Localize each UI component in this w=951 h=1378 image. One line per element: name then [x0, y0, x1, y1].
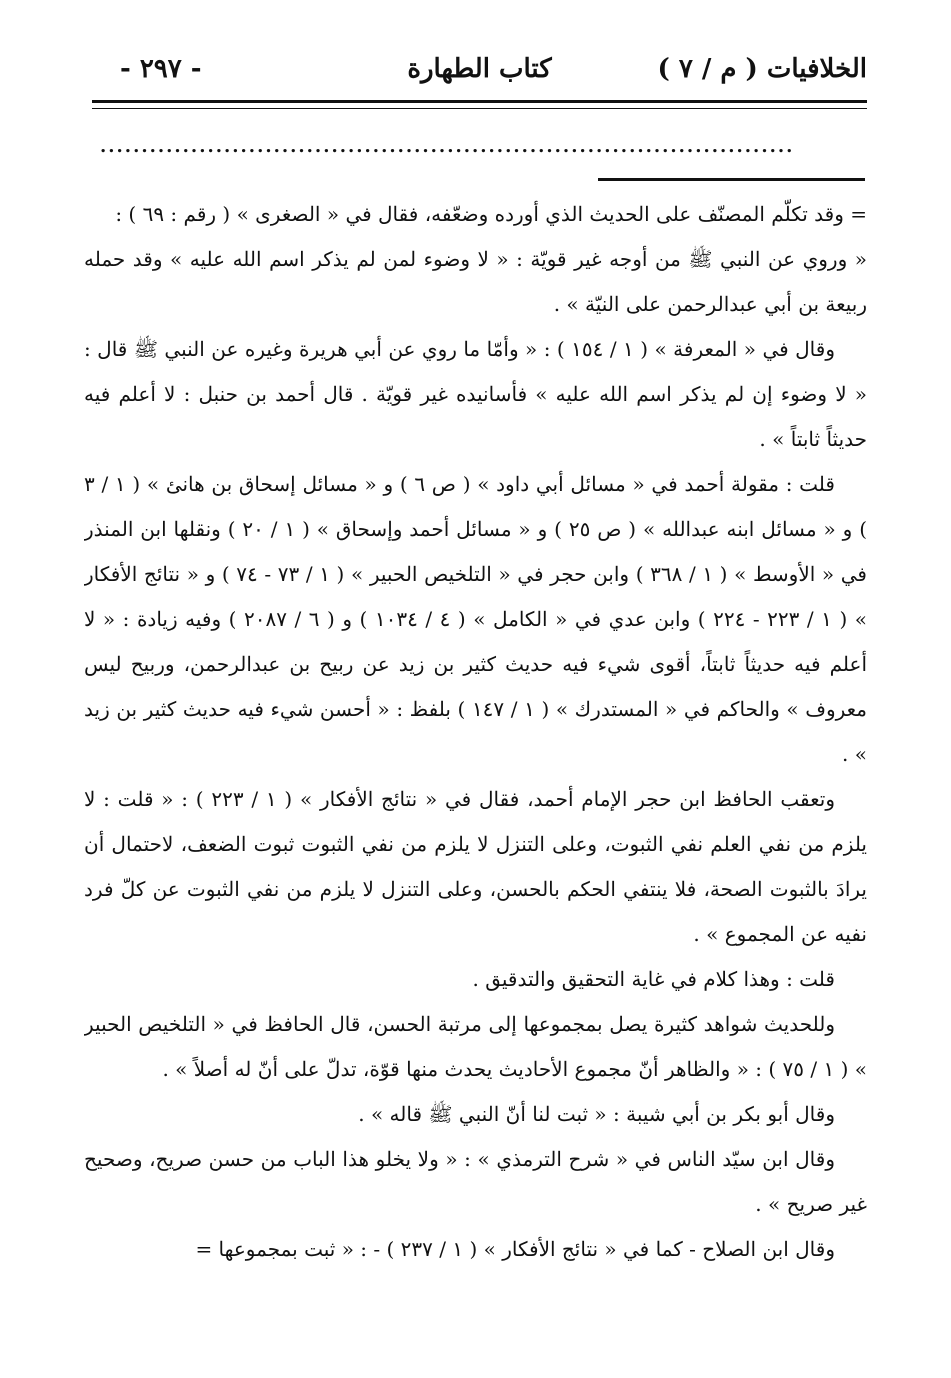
header-rule-thick — [92, 100, 867, 103]
paragraph: وقال ابن الصلاح - كما في « نتائج الأفكار » ( ١ / ٢٣٧ ) - : « ثبت بمجموعها = — [195, 1237, 835, 1261]
running-header — [92, 48, 867, 100]
header-rule-thin — [92, 108, 867, 109]
paragraph: وتعقب الحافظ ابن حجر الإمام أحمد، فقال في « نتائج الأفكار » ( ١ / ٢٢٣ ) : « قلت : لا يلزم من نفي العلم نفي الثبوت، وعلى التنزل لا يلزم من نفي الثبوت ثبوت الضعف، لاحتمال أن يرادَ بالثبوت الصحة، فلا ينتفي الحكم بالحسن، وعلى التنزل لا يلزم من نفي الثبوت عن كلّ فرد نفيه عن المجموع » . — [84, 787, 867, 946]
book-title: الخلافيات ( م / ٧ ) — [657, 54, 867, 84]
page-number: - ٢٩٧ - — [120, 54, 202, 84]
section-title: كتاب الطهارة — [407, 54, 552, 84]
paragraph: وقال في « المعرفة » ( ١ / ١٥٤ ) : « وأمّا ما روي عن أبي هريرة وغيره عن النبي ﷺ قال : « لا وضوء إن لم يذكر اسم الله عليه » فأسانيده غير قويّة . قال أحمد بن حنبل : لا أعلم فيه حديثاً ثابتاً » . — [84, 337, 867, 451]
paragraph: وقال ابن سيّد الناس في « شرح الترمذي » : « ولا يخلو هذا الباب من حسن صريح، وصحيح غير صريح » . — [84, 1147, 867, 1216]
paragraph: « وروي عن النبي ﷺ من أوجه غير قويّة : « لا وضوء لمن لم يذكر اسم الله عليه » وقد حمله ربيعة بن أبي عبدالرحمن على النيّة » . — [84, 247, 867, 316]
paragraph: وللحديث شواهد كثيرة يصل بمجموعها إلى مرتبة الحسن، قال الحافظ في « التلخيص الحبير » ( ١ / ٧٥ ) : « والظاهر أنّ مجموع الأحاديث يحدث منها قوّة، تدلّ على أنّ له أصلاً » . — [84, 1012, 867, 1081]
paragraph: قلت : وهذا كلام في غاية التحقيق والتدقيق . — [472, 967, 835, 991]
paragraph: = وقد تكلّم المصنّف على الحديث الذي أورده وضعّفه، فقال في « الصغرى » ( رقم : ٦٩ ) : — [115, 202, 867, 226]
footnote-rule — [598, 178, 865, 181]
footnote-body — [84, 192, 867, 1302]
paragraph: قلت : مقولة أحمد في « مسائل أبي داود » ( ص ٦ ) و « مسائل إسحاق بن هانئ » ( ١ / ٣ ) و « مسائل ابنه عبدالله » ( ص ٢٥ ) و « مسائل أحمد وإسحاق » ( ١ / ٢٠ ) ونقلها ابن المنذر في « الأوسط » ( ١ / ٣٦٨ ) وابن حجر في « التلخيص الحبير » ( ١ / ٧٣ - ٧٤ ) و « نتائج الأفكار » ( ١ / ٢٢٣ - ٢٢٤ ) وابن عدي في « الكامل » ( ٤ / ١٠٣٤ ) و ( ٦ / ٢٠٨٧ ) وفيه زيادة : « لا أعلم فيه حديثاً ثابتاً، أقوى شيء فيه حديث كثير بن زيد عن ربيح بن عبدالرحمن، وربيح ليس معروف » والحاكم في « المستدرك » ( ١ / ١٤٧ ) بلفظ : « أحسن شيء فيه حديث كثير بن زيد » . — [84, 472, 867, 766]
paragraph: وقال أبو بكر بن أبي شيبة : « ثبت لنا أنّ النبي ﷺ قاله » . — [358, 1102, 835, 1126]
dotted-separator: .................................................................................... — [100, 136, 795, 157]
